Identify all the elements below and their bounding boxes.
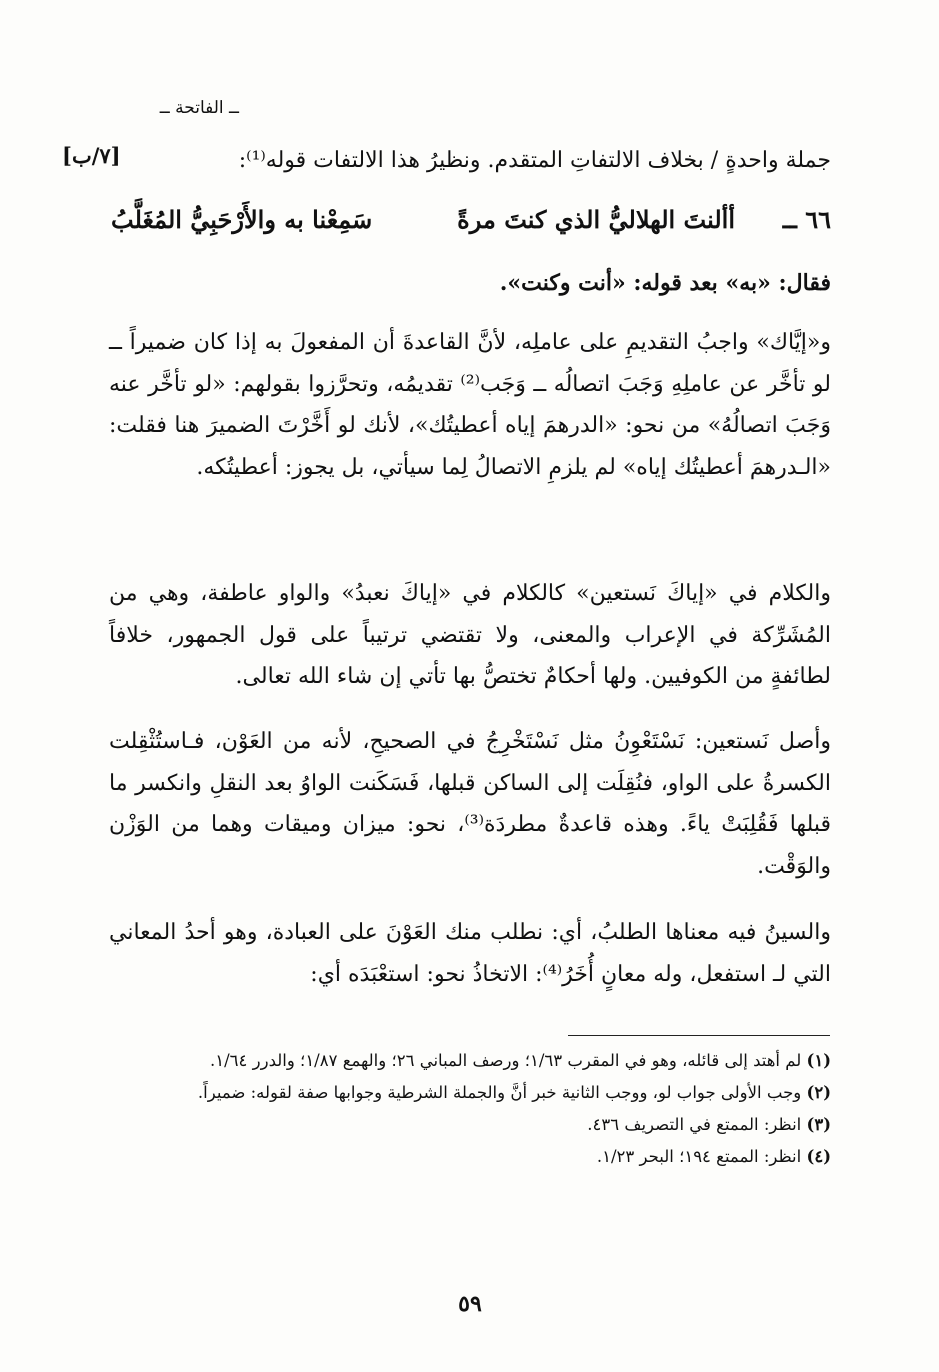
footnotes: [109, 1045, 831, 1173]
footnote-text: وجب الأولى جواب لو، ووجب الثانية خبر أنَّ والجملة الشرطية وجوابها صفة لقوله: ضميراً.: [197, 1083, 802, 1102]
opening-line: جملة واحدةٍ / بخلاف الالتفاتِ المتقدم. ونظيرُ هذا الالتفات قوله⁽¹⁾:: [238, 148, 831, 173]
paragraph-text: والسينُ فيه معناها الطلبُ، أي: نطلب منك العَوْنَ على العبادة، وهو أحدُ المعاني التي لـ استفعل، وله معانٍ أُخَرُ⁽⁴⁾: الاتخاذُ نحو: استعْبَدَه أي:: [109, 920, 831, 987]
paragraph-conjunction: [109, 573, 831, 698]
folio-reference: [٧/ب]: [62, 143, 121, 168]
running-head: ــ الفاتحة ــ: [159, 98, 239, 118]
footnote-text: لم أهتد إلى قائله، وهو في المقرب ١/٦٣؛ ورصف المباني ٢٦؛ والهمع ١/٨٧؛ والدرر ١/٦٤.: [209, 1051, 802, 1070]
verse-number: ٦٦ ــ: [782, 205, 831, 234]
footnote-marker: (٤): [806, 1147, 831, 1166]
paragraph-iyyaka: [109, 322, 831, 488]
page-number: ٥٩: [458, 1291, 482, 1317]
footnote-1: [109, 1045, 831, 1077]
footnote-marker: (٣): [806, 1115, 831, 1134]
paragraph-text: والكلام في «إياكَ نَستعين» كالكلام في «إياكَ نعبدُ» والواو عاطفة، وهي من المُشَرِّكة في الإعراب والمعنى، ولا تقتضي ترتيباً على قول الجمهور، خلافاً لطائفةٍ من الكوفيين. ولها أحكامٌ تختصُّ بها تأتي إن شاء الله تعالى.: [109, 581, 831, 689]
paragraph-text: وأصل نَستعين: نَسْتَعْوِنُ مثل نَسْتَخْرِجُ في الصحيحِ، لأنه من العَوْن، فـاستُثْقِلت الكسرةُ على الواو، فنُقِلَت إلى الساكن قبلها، فَسَكَنت الواوُ بعد النقلِ وانكسر ما قبلها فَقُلِبَتْ ياءً. وهذه قاعدةٌ مطردَة⁽³⁾، نحو: ميزان وميقات وهما من الوَزْن والوَقْت.: [109, 729, 832, 879]
verse-comment: فقال: «به» بعد قوله: «أنت وكنت».: [499, 270, 831, 296]
paragraph-sin-meaning: [109, 912, 831, 995]
footnote-3: [109, 1109, 831, 1141]
verse-second-hemistich: سَمِعْنا به والأَرْحَبِيُّ المُغَلَّبُ: [111, 205, 373, 234]
footnote-text: انظر: الممتع ١٩٤؛ البحر ١/٢٣.: [596, 1147, 802, 1166]
footnote-marker: (١): [806, 1051, 831, 1070]
footnote-marker: (٢): [806, 1083, 831, 1102]
footnote-divider: [568, 1035, 830, 1036]
verse-first-hemistich: أألنتَ الهلاليُّ الذي كنتَ مرةً: [457, 205, 735, 234]
paragraph-nastain-origin: [109, 721, 831, 887]
paragraph-text: و«إيَّاك» واجبُ التقديمِ على عاملِه، لأنَّ القاعدةَ أن المفعولَ به إذا كان ضميراً ــ لو تأخَّر عن عاملِهِ وَجَبَ اتصالُه ــ وَجَب⁽²⁾ تقديمُه، وتحرَّزوا بقولهم: «لو تأخَّر عنه وَجَبَ اتصالُهُ» من نحو: «الدرهمَ إياه أعطيتُك»، لأنك لو أَخَّرْتَ الضميرَ هنا فقلت: «الـدرهمَ أعطيتُك إياه» لم يلزمِ الاتصالُ لِما سيأتي، بل يجوز: أعطيتُكه.: [109, 330, 831, 480]
footnote-4: [109, 1141, 831, 1173]
footnote-2: [109, 1077, 831, 1109]
footnote-text: انظر: الممتع في التصريف ٤٣٦.: [587, 1115, 802, 1134]
